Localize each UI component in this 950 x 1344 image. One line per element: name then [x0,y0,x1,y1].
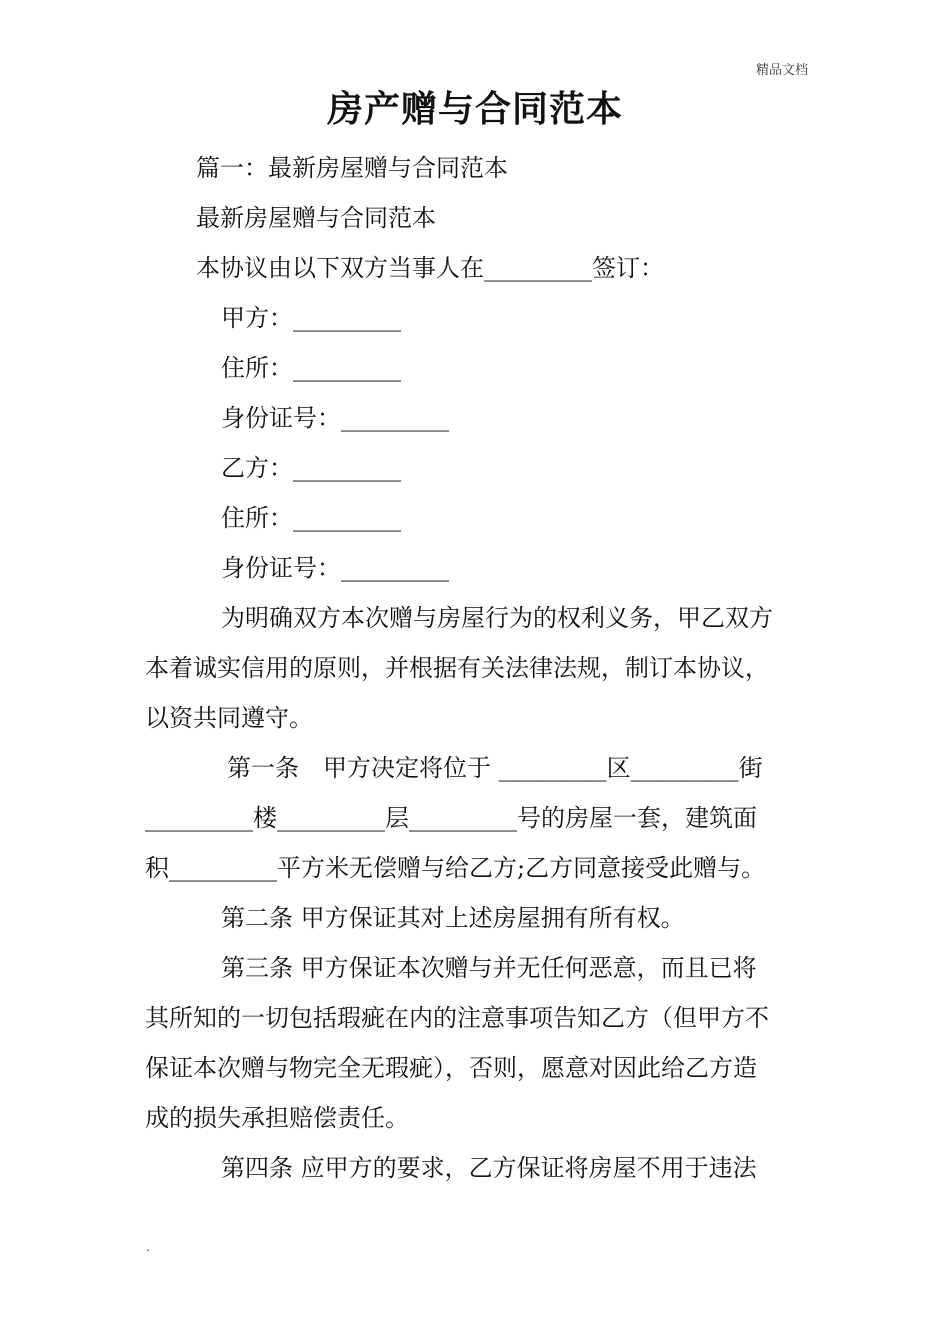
footer-mark: . [146,1240,150,1254]
party-a-line: 甲方：_________ [221,304,401,332]
article-1-line: 第一条 甲方决定将位于 _________区_________街 [227,754,763,782]
intro-line: 本协议由以下双方当事人在_________签订： [196,254,664,282]
paragraph-line: 本着诚实信用的原则，并根据有关法律法规，制订本协议， [145,654,769,682]
article-3-line: 保证本次赠与物完全无瑕疵），否则，愿意对因此给乙方造 [145,1054,757,1082]
article-3-line: 第三条 甲方保证本次赠与并无任何恶意，而且已将 [221,954,757,982]
page-header-label: 精品文档 [755,63,808,78]
party-b-line: 乙方：_________ [221,454,401,482]
document-title: 房产赠与合同范本 [326,88,623,130]
party-a-address-line: 住所：_________ [221,354,401,382]
article-3-line: 成的损失承担赔偿责任。 [145,1104,409,1132]
article-2-line: 第二条 甲方保证其对上述房屋拥有所有权。 [221,904,685,932]
party-a-id-line: 身份证号：_________ [221,404,449,432]
paragraph-line: 为明确双方本次赠与房屋行为的权利义务，甲乙双方 [221,604,773,632]
party-b-id-line: 身份证号：_________ [221,554,449,582]
article-1-line: _________楼_________层_________号的房屋一套，建筑面 [145,804,757,832]
subtitle-line: 最新房屋赠与合同范本 [196,204,436,232]
article-3-line: 其所知的一切包括瑕疵在内的注意事项告知乙方（但甲方不 [145,1004,769,1032]
article-1-line: 积_________平方米无偿赠与给乙方;乙方同意接受此赠与。 [145,854,766,882]
party-b-address-line: 住所：_________ [221,504,401,532]
paragraph-line: 以资共同遵守。 [145,704,313,732]
article-4-line: 第四条 应甲方的要求，乙方保证将房屋不用于违法 [221,1154,757,1182]
section-heading: 篇一：最新房屋赠与合同范本 [196,154,508,182]
